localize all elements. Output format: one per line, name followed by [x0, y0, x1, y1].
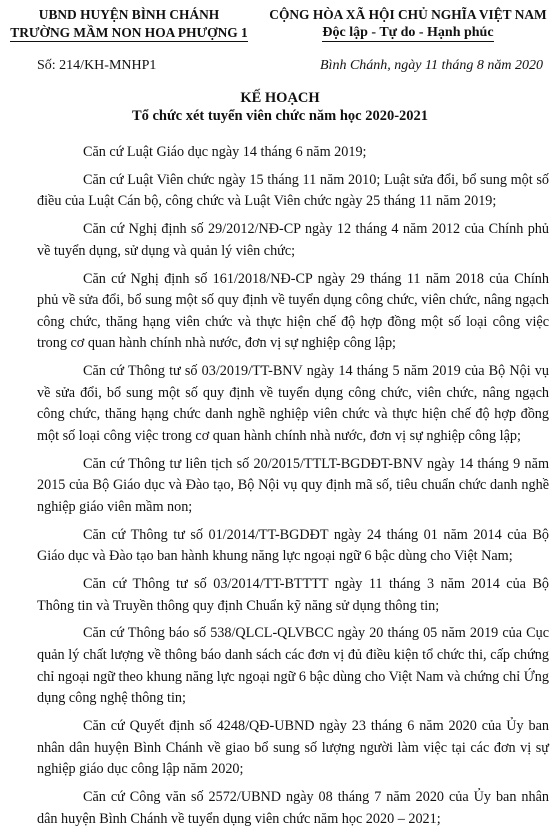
issuing-organization [4, 6, 254, 42]
basis-paragraph: Căn cứ Quyết định số 4248/QĐ-UBND ngày 23 tháng 6 năm 2020 của Ủy ban nhân dân huyện Bình Chánh về giao bổ sung số lượng người làm việc tại các đơn vị sự nghiệp giáo dục công lập năm 2020; [37, 717, 549, 778]
basis-paragraph: Căn cứ Nghị định số 29/2012/NĐ-CP ngày 12 tháng 4 năm 2012 của Chính phủ về tuyển dụng, sử dụng và quản lý viên chức; [37, 221, 549, 259]
basis-paragraph: Căn cứ Nghị định số 161/2018/NĐ-CP ngày 29 tháng 11 năm 2018 của Chính phủ về sửa đổi, bổ sung một số quy định về tuyển dụng công chức, viên chức, nâng ngạch công chức, thăng hạng viên chức và thực hiện chế độ hợp đồng một số loại công việc trong cơ quan hành chính nhà nước, đơn vị sự nghiệp công lập; [37, 270, 549, 352]
basis-paragraph: Căn cứ Thông tư số 03/2014/TT-BTTTT ngày 11 tháng 3 năm 2014 của Bộ Thông tin và Truyền thông quy định Chuẩn kỹ năng sử dụng thông tin; [37, 576, 549, 614]
document-title: KẾ HOẠCH [240, 90, 320, 106]
org-district: UBND HUYỆN BÌNH CHÁNH [38, 7, 220, 22]
nation-name: CỘNG HÒA XÃ HỘI CHỦ NGHĨA VIỆT NAM [269, 7, 547, 22]
document-subtitle: Tổ chức xét tuyển viên chức năm học 2020-2021 [131, 108, 429, 124]
org-school: TRƯỜNG MẦM NON HOA PHƯỢNG 1 [10, 25, 248, 40]
document-body [37, 142, 549, 836]
basis-paragraph: Căn cứ Thông tư số 01/2014/TT-BGDĐT ngày 24 tháng 01 năm 2014 của Bộ Giáo dục và Đào tạo ban hành khung năng lực ngoại ngữ 6 bậc dùng cho Việt Nam; [37, 526, 549, 565]
basis-paragraph: Căn cứ Luật Viên chức ngày 15 tháng 11 năm 2010; Luật sửa đổi, bổ sung một số điều của Luật Cán bộ, công chức và Luật Viên chức ngày 25 tháng 11 năm 2019; [37, 171, 549, 210]
nation-motto: Độc lập - Tự do - Hạnh phúc [322, 25, 494, 40]
basis-paragraph: Căn cứ Luật Giáo dục ngày 14 tháng 6 năm 2019; [83, 144, 367, 160]
basis-paragraph: Căn cứ Thông tư liên tịch số 20/2015/TTLT-BGDĐT-BNV ngày 14 tháng 9 năm 2015 của Bộ Giáo dục và Đào tạo, Bộ Nội vụ quy định mã số, tiêu chuẩn chức danh nghề nghiệp giáo viên mầm non; [37, 455, 549, 515]
document-date: Bình Chánh, ngày 11 tháng 8 năm 2020 [320, 58, 543, 73]
basis-paragraph: Căn cứ Thông tư số 03/2019/TT-BNV ngày 14 tháng 5 năm 2019 của Bộ Nội vụ về sửa đổi, bổ sung một số quy định về tuyển dụng công chức, viên chức, nâng ngạch công chức, thăng hạng chức danh nghề nghiệp viên chức và thực hiện chế độ hợp đồng một số loại công việc trong cơ quan hành chính nhà nước, đơn vị sự nghiệp công lập; [37, 363, 549, 444]
document-number: Số: 214/KH-MNHP1 [37, 58, 157, 73]
basis-paragraph: Căn cứ Công văn số 2572/UBND ngày 08 tháng 7 năm 2020 của Ủy ban nhân dân huyện Bình Chánh về tuyển dụng viên chức năm học 2020 – 2021; [37, 788, 549, 827]
national-header [258, 6, 558, 42]
basis-paragraph: Căn cứ Thông báo số 538/QLCL-QLVBCC ngày 20 tháng 05 năm 2019 của Cục quản lý chất lượng về thông báo danh sách các đơn vị đủ điều kiện tổ chức thi, cấp chứng chỉ ngoại ngữ theo khung năng lực ngoại ngữ 6 bậc dùng cho Việt Nam và chứng chỉ Ứng dụng công nghệ thông tin; [37, 625, 549, 707]
